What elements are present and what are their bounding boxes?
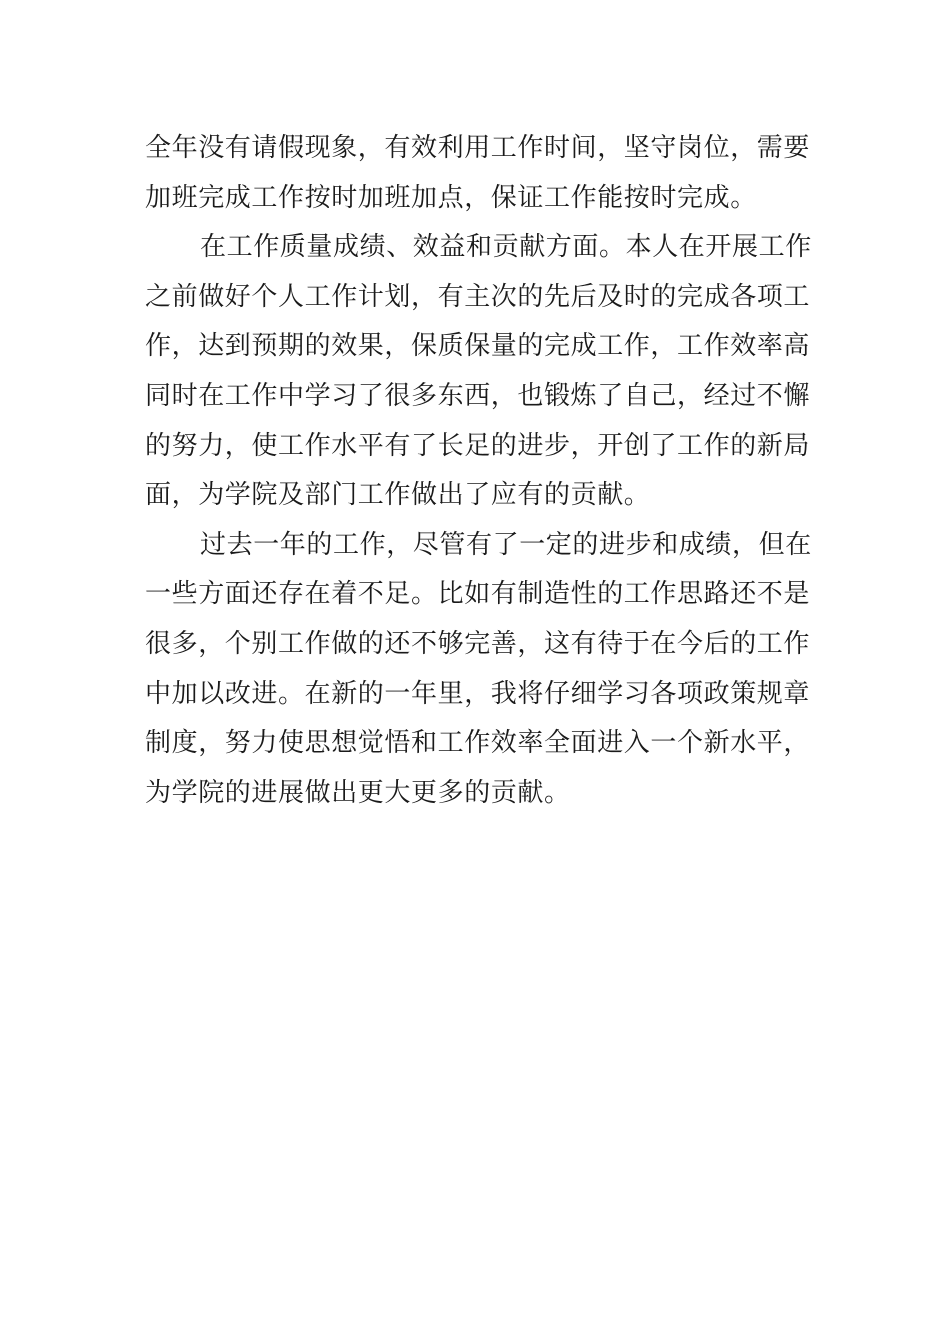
paragraph-work-quality: [145, 223, 812, 521]
text-line: 作，达到预期的效果，保质保量的完成工作，工作效率高: [145, 331, 811, 362]
text-line: 面，为学院及部门工作做出了应有的贡献。: [145, 480, 651, 511]
text-line: 之前做好个人工作计划，有主次的先后及时的完成各项工: [145, 281, 811, 312]
text-line: 一些方面还存在着不足。比如有制造性的工作思路还不是: [145, 579, 811, 610]
text-line: 的努力，使工作水平有了长足的进步，开创了工作的新局: [145, 430, 811, 461]
text-line: 加班完成工作按时加班加点，保证工作能按时完成。: [145, 182, 757, 213]
text-line: 为学院的进展做出更大更多的贡献。: [145, 777, 571, 808]
text-line: 中加以改进。在新的一年里，我将仔细学习各项政策规章: [145, 678, 811, 709]
text-line: 同时在工作中学习了很多东西，也锻炼了自己，经过不懈: [145, 380, 811, 411]
text-line: 过去一年的工作，尽管有了一定的进步和成绩，但在: [200, 529, 812, 560]
text-line: 很多，个别工作做的还不够完善，这有待于在今后的工作: [145, 628, 811, 659]
text-line: 制度，努力使思想觉悟和工作效率全面进入一个新水平，: [145, 728, 811, 759]
text-line: 在工作质量成绩、效益和贡献方面。本人在开展工作: [200, 232, 812, 263]
document-body: [145, 124, 812, 818]
paragraph-continuation: [145, 124, 811, 223]
paragraph-shortcomings: [145, 521, 812, 819]
text-line: 全年没有请假现象，有效利用工作时间，坚守岗位，需要: [145, 133, 811, 163]
